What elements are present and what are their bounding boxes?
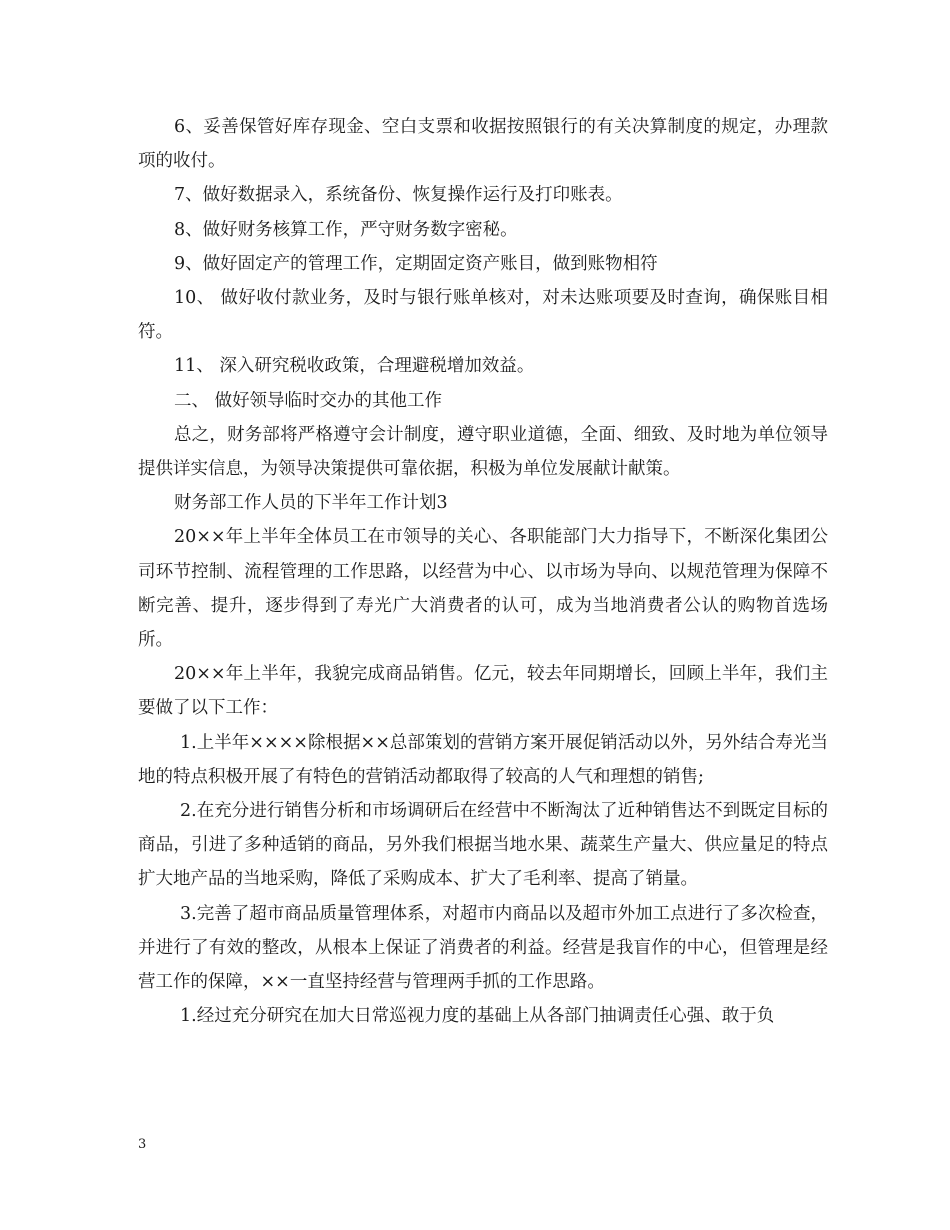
paragraph-sales-review: 20××年上半年，我貌完成商品销售。亿元，较去年同期增长，回顾上半年，我们主要做了以下工作： — [138, 664, 828, 719]
paragraph-summary: 总之，财务部将严格遵守会计制度，遵守职业道德，全面、细致、及时地为单位领导提供详实信息，为领导决策提供可靠依据，积极为单位发展献计献策。 — [138, 424, 828, 480]
section-heading-two: 二、 做好领导临时交办的其他工作 — [174, 390, 443, 411]
paragraph-item-10: 10、 做好收付款业务，及时与银行账单核对，对未达账项要及时查询，确保账目相符。 — [138, 288, 828, 343]
paragraph-item-8: 8、做好财务核算工作，严守财务数字密秘。 — [174, 219, 518, 240]
paragraph-intro: 20××年上半年全体员工在市领导的关心、各职能部门大力指导下，不断深化集团公司环节控制、流程管理的工作思路，以经营为中心、以市场为导向、以规范管理为保障不断完善、提升，逐步得到了寿光广大消费者的认可，成为当地消费者公认的购物首选场所。 — [138, 527, 828, 651]
list-item-3: 3.完善了超市商品质量管理体系，对超市内商品以及超市外加工点进行了多次检查，并进行了有效的整改，从根本上保证了消费者的利益。经营是我盲作的中心，但管理是经营工作的保障，××一直坚持经营与管理两手抓的工作思路。 — [138, 903, 828, 993]
list-item-2: 2.在充分进行销售分析和市场调研后在经营中不断淘汰了近种销售达不到既定目标的商品，引进了多种适销的商品，另外我们根据当地水果、蔬菜生产量大、供应量足的特点扩大地产品的当地采购，降低了采购成本、扩大了毛利率、提高了销量。 — [138, 801, 828, 890]
list-item-management-1: 1.经过充分研究在加大日常巡视力度的基础上从各部门抽调责任心强、敢于负 — [180, 1006, 775, 1027]
paragraph-item-6: 6、妥善保管好库存现金、空白支票和收据按照银行的有关决算制度的规定，办理款项的收付。 — [138, 117, 828, 172]
section-title-plan-3: 财务部工作人员的下半年工作计划3 — [174, 493, 448, 514]
list-item-1: 1.上半年××××除根据××总部策划的营销方案开展促销活动以外，另外结合寿光当地的特点积极开展了有特色的营销活动都取得了较高的人气和理想的销售; — [138, 732, 828, 787]
document-body — [138, 110, 828, 1033]
paragraph-item-9: 9、做好固定产的管理工作，定期固定资产账目，做到账物相符 — [174, 253, 658, 274]
page-number: 3 — [138, 1137, 147, 1152]
paragraph-item-11: 11、 深入研究税收政策，合理避税增加效益。 — [174, 356, 535, 377]
paragraph-item-7: 7、做好数据录入，系统备份、恢复操作运行及打印账表。 — [174, 185, 623, 206]
